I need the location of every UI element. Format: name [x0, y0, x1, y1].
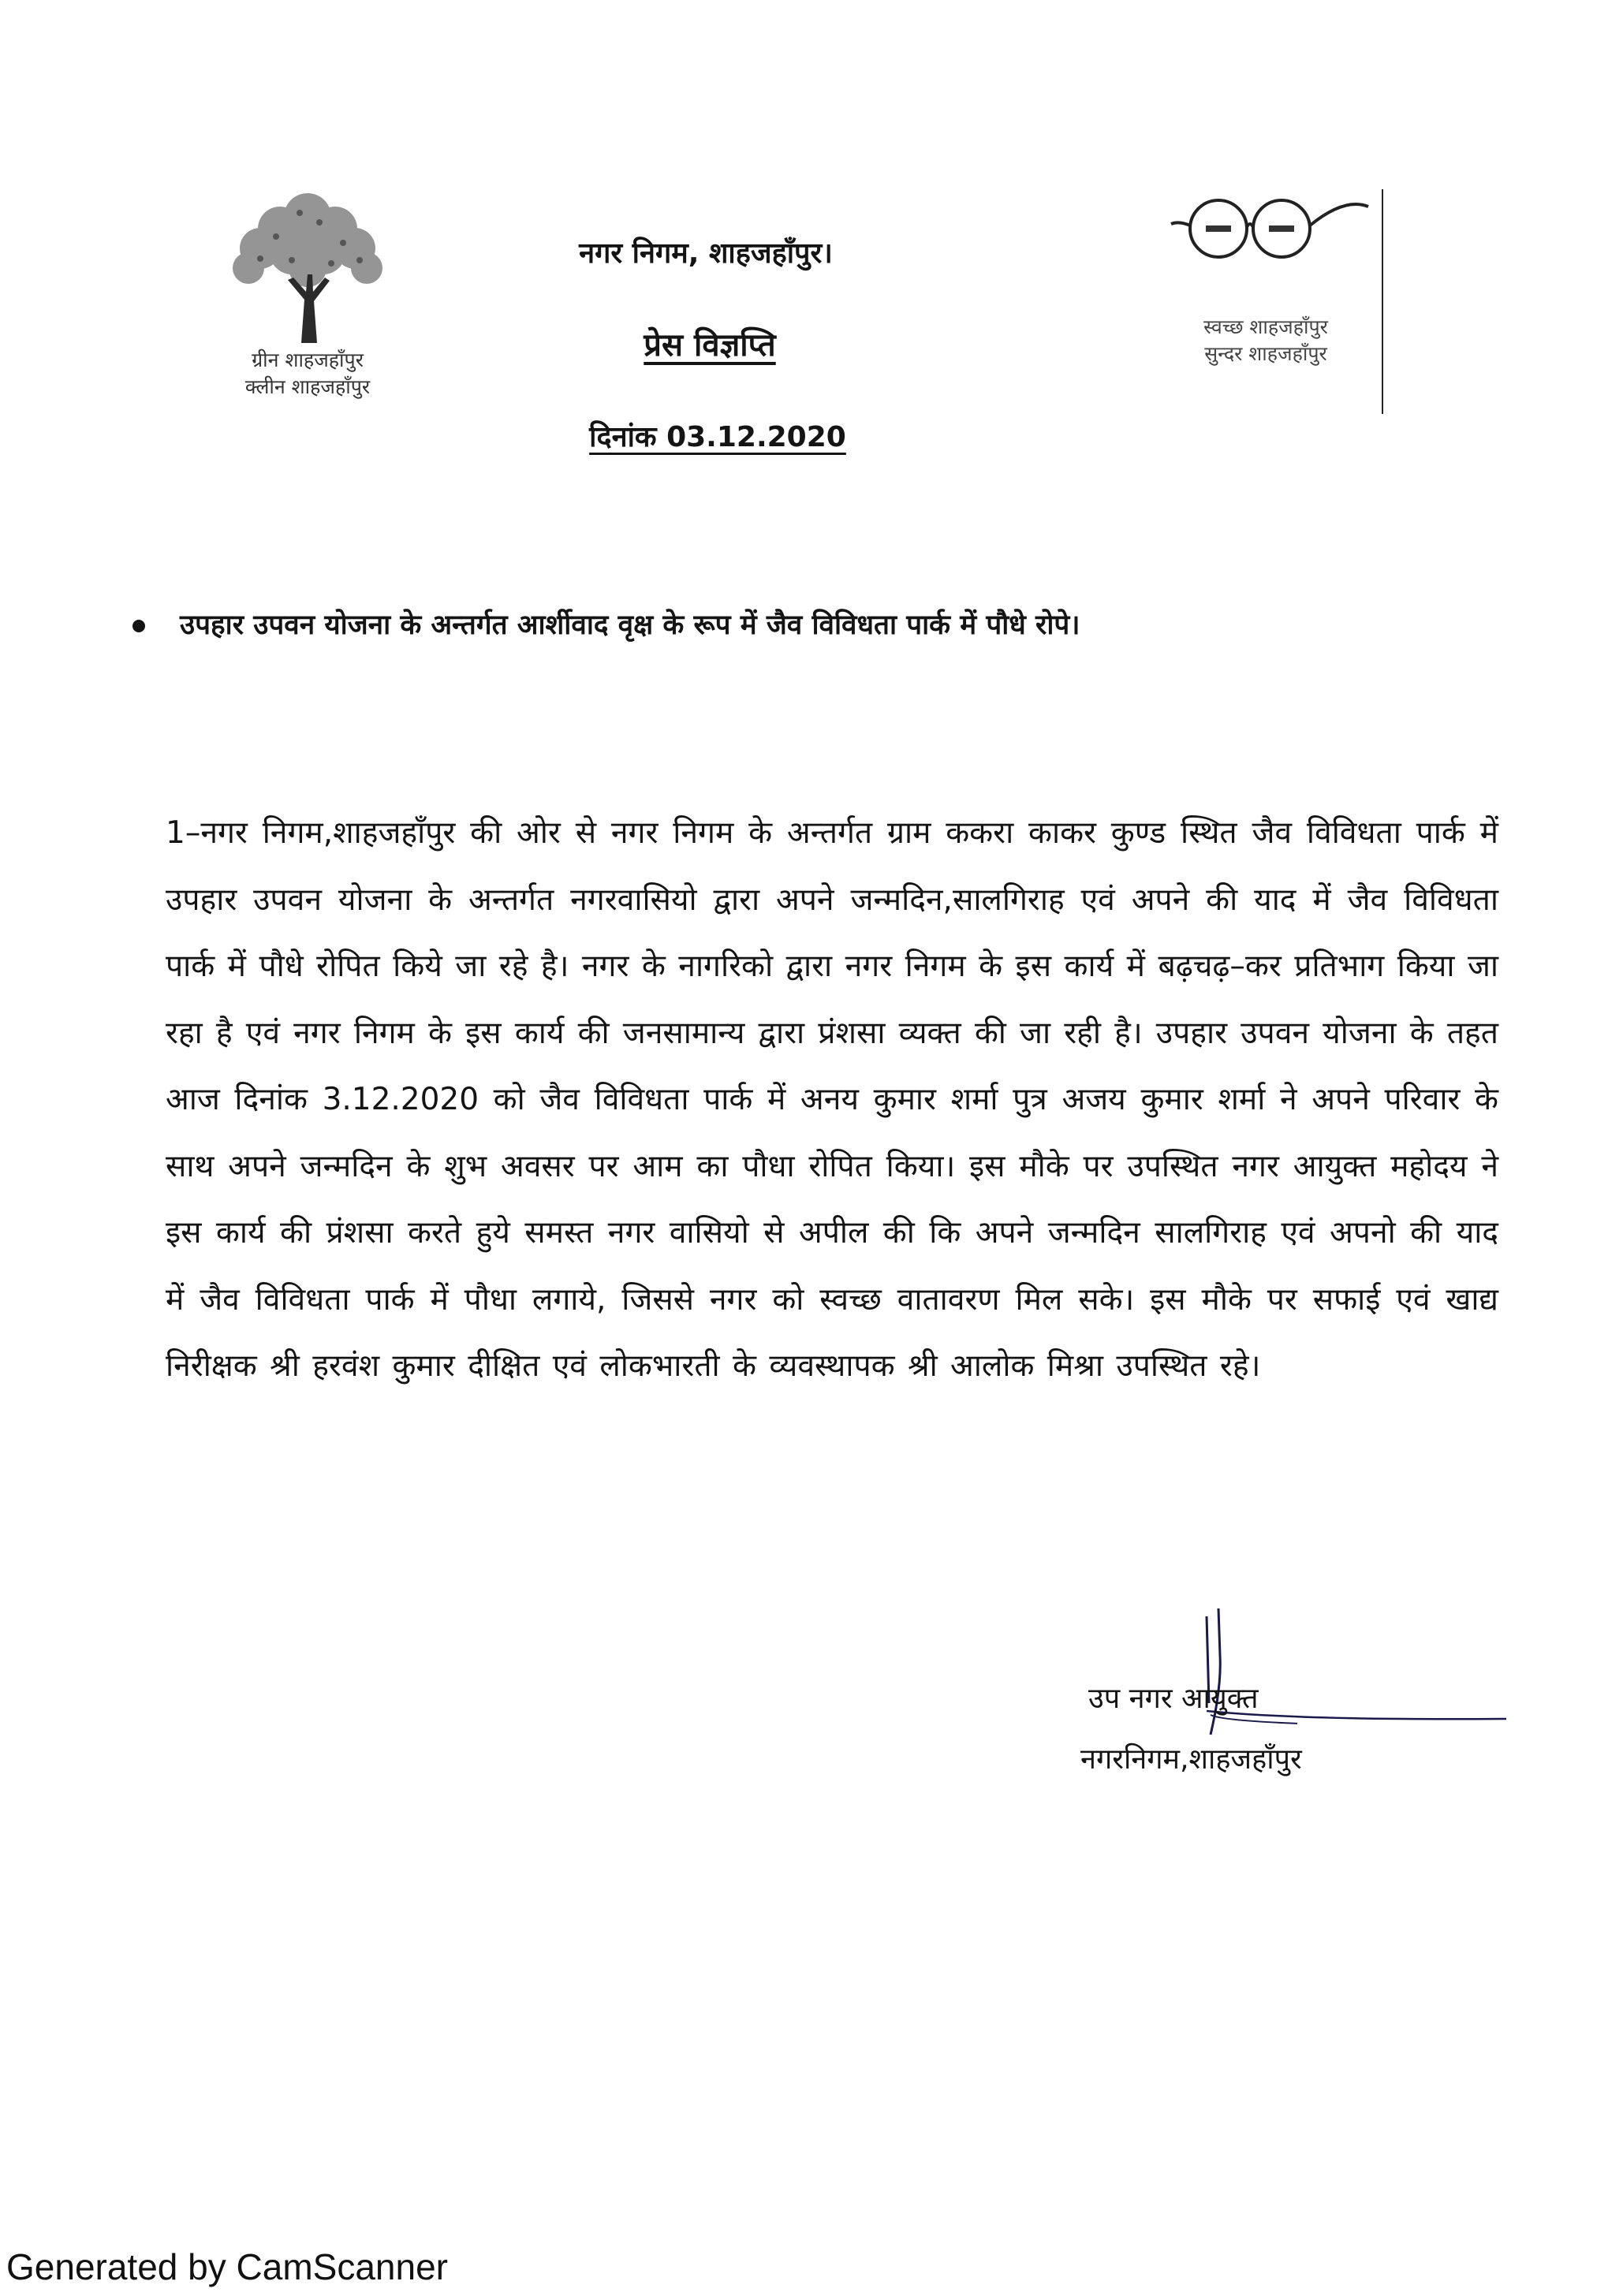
release-date: दिनांक 03.12.2020 [589, 421, 846, 453]
scanner-watermark: Generated by CamScanner [6, 2246, 448, 2287]
swachh-bharat-logo [1147, 189, 1384, 410]
bullet-icon [132, 620, 145, 632]
right-logo-caption-1: स्वच्छ शाहजहाँपुर [1203, 315, 1328, 338]
signatory-designation: उप नगर आयुक्त [1088, 1683, 1259, 1715]
header-divider [1382, 189, 1383, 414]
tree-icon [205, 181, 410, 347]
org-title: नगर निगम, शाहजहाँपुर। [579, 237, 833, 270]
left-logo-caption-1: ग्रीन शाहजहाँपुर [252, 348, 364, 371]
press-release-heading: प्रेस विज्ञप्ति [644, 327, 776, 363]
green-shahjahanpur-logo [193, 181, 422, 426]
signatory-office: नगरनिगम,शाहजहाँपुर [1080, 1743, 1302, 1776]
body-paragraph: 1–नगर निगम,शाहजहाँपुर की ओर से नगर निगम के अन्तर्गत ग्राम ककरा काकर कुण्ड स्थित जैव विविधता पार्क में उपहार उपवन योजना के अन्तर्गत नगरवासियो द्वारा अपने जन्मदिन,सालगिराह एवं अपने की याद में जैव विविधता पार्क में पौधे रोपित किये जा रहे है। नगर के नागरिको द्वारा नगर निगम के इस कार्य में बढ़चढ़–कर प्रतिभाग किया जा रहा है एवं नगर निगम के इस कार्य की जनसामान्य द्वारा प्रंशसा व्यक्त की जा रही है। उपहार उपवन योजना के तहत आज दिनांक 3.12.2020 को जैव विविधता पार्क में अनय कुमार शर्मा पुत्र अजय कुमार शर्मा ने अपने परिवार के साथ अपने जन्मदिन के शुभ अवसर पर आम का पौधा रोपित किया। इस मौके पर उपस्थित नगर आयुक्त महोदय ने इस कार्य की प्रंशसा करते हुये समस्त नगर वासियो से अपील की कि अपने जन्मदिन सालगिराह एवं अपनो की याद में जैव विविधता पार्क में पौधा लगाये, जिससे नगर को स्वच्छ वातावरण मिल सके। इस मौके पर सफाई एवं खाद्य निरीक्षक श्री हरवंश कुमार दीक्षित एवं लोकभारती के व्यवस्थापक श्री आलोक मिश्रा उपस्थित रहे। [166, 815, 1498, 1384]
right-logo-caption-2: सुन्दर शाहजहाँपुर [1204, 342, 1327, 365]
swachh-bharat-spectacles-icon [1147, 189, 1384, 276]
headline: उपहार उपवन योजना के अन्तर्गत आर्शीवाद वृक्ष के रूप में जैव विविधता पार्क में पौधे रोपे। [180, 609, 1080, 641]
left-logo-caption-2: क्लीन शाहजहाँपुर [244, 375, 371, 398]
